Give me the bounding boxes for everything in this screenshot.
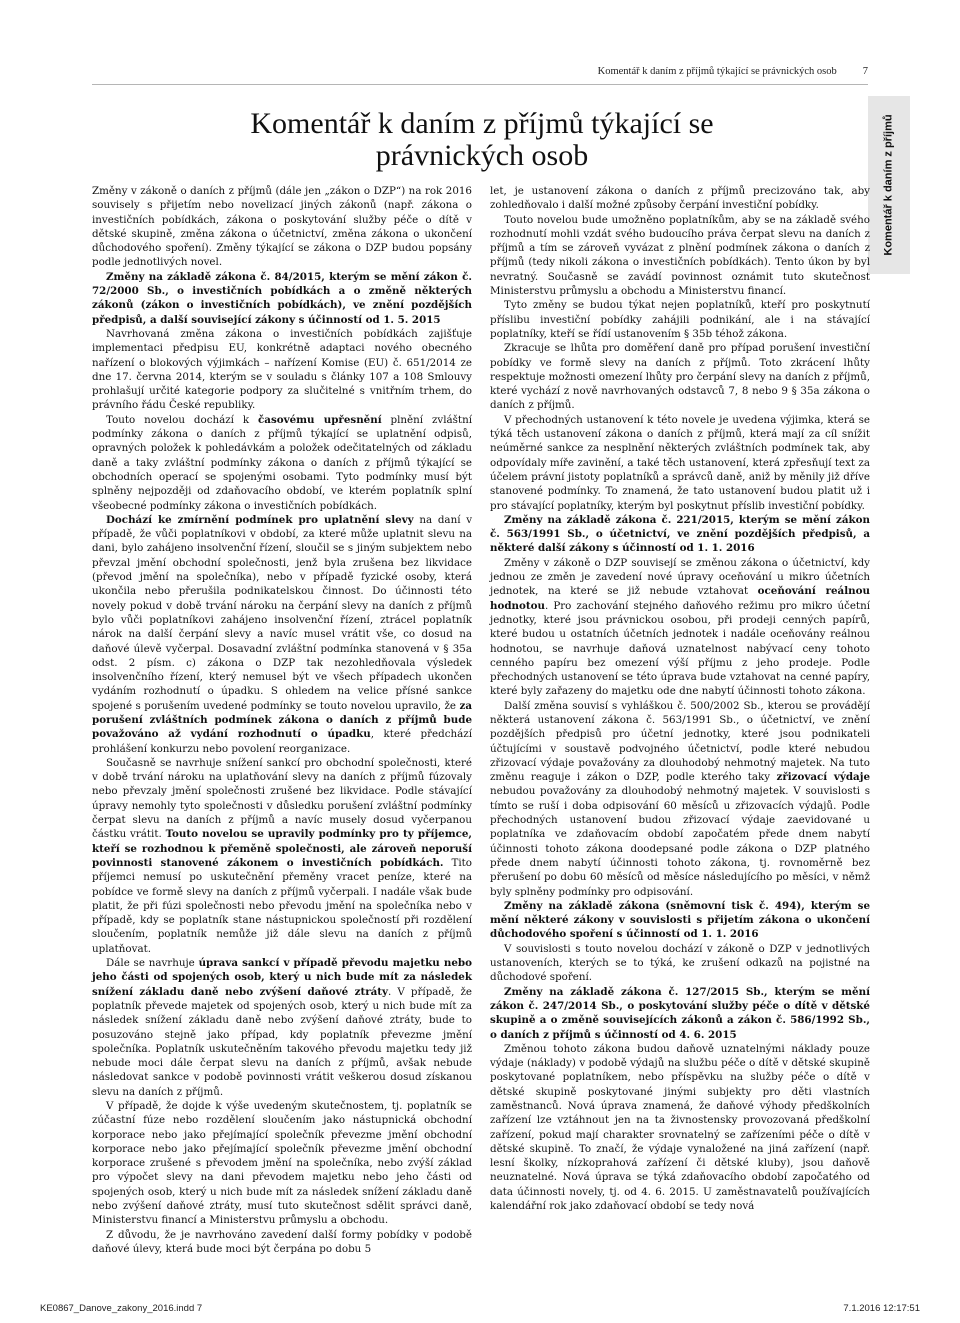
text-run: nebudou považovány za dlouhodobý nehmotný majetek. V souvislosti s tímto se ruší i doba odpisování 60 měsíců u zřizovacích výdajů. Podle přechodných ustanovení budou zřizovací výdaje zaevidované u poplatníka ve zdaňovacím období započatém přede dnem nabytí účinnosti tohoto zákona doodepsané podle zákona o DZP platného přede dnem nabytí účinnosti tohoto zákona, tj. rovnoměrně bez přerušení po dobu 60 měsíců od měsíce následujícího po měsíci, v němž byly splněny podmínky pro odpisování.	[490, 785, 870, 898]
text-run: Touto novelou dochází k	[106, 413, 258, 426]
text-run: Tito příjemci nemusí po uskutečnění přeměny vracet peníze, které na pobídce ve formě slevy na daních z příjmů vyčerpali. I nadále však bude platit, že při fúzi společnosti nebo převodu jmění na společníka nebo v případě, kdy se poplatník stane nástupnickou společností při rozdělení sloučením, poplatník nemůže již dále slevu na daních z příjmů uplatňovat.	[92, 856, 472, 955]
running-title: Komentář k daním z příjmů týkající se právnických osob	[597, 66, 837, 77]
footer-file-name: KE0867_Danove_zakony_2016.indd 7	[40, 1303, 203, 1314]
paragraph: V souvislosti s touto novelou dochází v zákoně o DZP v jednotlivých ustanoveních, kterých se to týká, ke zrušení odkazů na pojistné na důchodové spoření.	[490, 942, 870, 984]
text-run: Další změna souvisí s vyhláškou č. 500/2002 Sb., kterou se provádějí některá ustanovení zákona č. 563/1991 Sb., o účetnictví, ve znění pozdějších předpisů pro účetní jednotky, které jsou podnikateli účtujícími v soustavě podvojného účetnictví, podle které nebudou zřizovací výdaje považovány za dlouhodobý nehmotný majetek. Na tuto změnu reaguje i zákon o DZP, podle kterého taky	[490, 699, 870, 784]
text-run: Současně se navrhuje snížení sankcí pro obchodní společnosti, které v době trvání nároku na uplatňování slevy na daních z příjmů fúzovaly nebo převzaly jmění společnosti zrušené bez likvidace. Podle stávající úpravy nemohly tyto společnosti v důsledku porušení zvláštní podmínky čerpat slevu na daních z příjmů a navíc musely dosud vyčerpanou částku vrátit.	[92, 756, 472, 841]
side-tab-label: Komentář k daním z příjmů	[882, 114, 895, 256]
section-heading: Změny na základě zákona č. 221/2015, kterým se mění zákon č. 563/1991 Sb., o účetnictví, ve znění pozdějších předpisů, a některé další zákony s účinností od 1. 1. 2016	[490, 513, 870, 555]
paragraph: Změnou tohoto zákona budou daňově uznatelnými náklady pouze výdaje (náklady) v podobě výdajů na službu péče o dítě v dětské skupině poskytované poplatníkem, nebo příspěvku na služby péče o dítě v dětské skupině poskytované jinými subjekty pro děti vlastních zaměstnanců. Nová úprava znamená, že daňové výhody předškolních zařízení lze vztáhnout jen na ta živnostensky provozovaná předškolní zařízení, pokud mají charakter srovnatelný se zařízeními péče o dítě v dětské skupině. To značí, že výdaje vynaložené na jiná zařízení (např. lesní školky, nízkoprahová zařízení či dětské kluby), jsou daňově neuznatelné. Nová úprava se týká zdaňovacího období započatého od data účinnosti novely, tj. od 4. 6. 2015. U zaměstnavatelů používajících kalendářní rok jako zdaňovací období se tedy nová	[490, 1042, 870, 1213]
left-column	[92, 184, 472, 1256]
text-run: Změny v zákoně o DZP souvisejí se změnou zákona o účetnictví, kdy jednou ze změn je zavedení nové úpravy oceňování u mikro účetních jednotek, na které se již nebude vztahovat	[490, 556, 870, 598]
paragraph	[490, 556, 870, 699]
emphasis: Dochází ke zmírnění podmínek pro uplatnění slevy	[106, 513, 414, 526]
paragraph	[92, 956, 472, 1099]
paragraph: let, je ustanovení zákona o daních z příjmů precizováno tak, aby zohledňovalo i další možné způsoby čerpání investiční pobídky.	[490, 185, 870, 212]
emphasis: časovému upřesnění	[258, 413, 382, 426]
text-run: , které předchází prohlášení konkurzu nebo povolení reorganizace.	[92, 728, 473, 755]
paragraph	[92, 413, 472, 513]
footer-timestamp: 7.1.2016 12:17:51	[843, 1303, 920, 1314]
emphasis: Touto novelou se upravily podmínky pro ty příjemce, kteří se rozhodnou k přeměně společnosti, ale zároveň neporuší povinnosti stanovené zákonem o investičních pobídkách.	[92, 828, 473, 869]
paragraph: Navrhovaná změna zákona o investičních pobídkách zajišťuje implementaci předpisu EU, konkrétně adaptaci nového obecného nařízení o blokových výjimkách – nařízení Komise (EU) č. 651/2014 ze dne 17. června 2014, kterým se v souladu s články 107 a 108 Smlouvy prohlašují určité kategorie podpory za slučitelné s vnitřním trhem, do právního řádu České republiky.	[92, 327, 472, 412]
header-rule	[92, 84, 868, 85]
page-title-line2: právnických osob	[375, 139, 589, 172]
text-run: . V případě, že poplatník převede majetek od spojených osob, který u nich bude mít za následek snížení základu daně nebo zvýšení daňové ztráty, bude to posuzováno stejně jako případ, kdy poplatník převezme jmění společníka. Poplatník uskutečněním takového převodu majetku tedy již nebude moci dále čerpat slevu na daních z příjmů, avšak nebude následovat sankce v podobě povinnosti vrátit veškerou dosud získanou slevu na daních z příjmů.	[92, 985, 472, 1098]
text-run: plnění zvláštní podmínky zákona o daních z příjmů týkající se uplatnění odpisů, opravných položek k pohledávkám a položek odečitatelných od základu daně a taky zvláštní podmínky zákona o daních z příjmů týkající se obchodních operací se spojenými osobami. Tyto podmínky musí být splněny nejpozději od zdaňovacího období, ve kterém poplatník splní všeobecné podmínky zákona o investičních pobídkách.	[92, 413, 472, 512]
side-tab	[868, 96, 910, 274]
emphasis: úprava sankcí v případě převodu majetku nebo jeho části od spojených osob, který u nich bude mít za následek snížení základu daně nebo zvýšení daňové ztráty	[92, 957, 472, 998]
text-run: . Pro zachování stejného daňového režimu pro mikro účetní jednotky, které jsou právnickou osobou, při prodeji cenných papírů, které budou u ostatních účetních jednotek i nadále oceňovány reálnou hodnotou, se navrhuje daňová uznatelnost nabývací ceny tohoto cenného papíru bez omezení výší příjmu z jeho prodeje. Podle přechodných ustanovení se této úprava bude vztahovat na cenné papíry, které byly zařazeny do majetku ode dne nabytí účinnosti tohoto zákona.	[490, 599, 870, 698]
paragraph	[92, 513, 472, 756]
section-heading: Změny na základě zákona (sněmovní tisk č. 494), kterým se mění některé zákony v souvislosti s přijetím zákona o ukončení důchodového spoření s účinností od 1. 1. 2016	[490, 899, 870, 941]
page-number: 7	[862, 66, 868, 77]
right-column	[490, 184, 870, 1213]
section-heading: Změny na základě zákona č. 84/2015, kterým se mění zákon č. 72/2000 Sb., o investičních pobídkách a o změně některých zákonů (zákon o investičních pobídkách), ve znění pozdějších předpisů, a další související zákony s účinností od 1. 5. 2015	[92, 270, 472, 326]
paragraph: Tyto změny se budou týkat nejen poplatníků, kteří pro poskytnutí příslibu investiční pobídky zahájili podnikání, ale i na stávající poplatníky, kteří se řídí ustanovením § 35b téhož zákona.	[490, 299, 870, 340]
paragraph	[490, 699, 870, 899]
emphasis: oceňování reálnou hodnotou	[490, 585, 870, 612]
page-title	[92, 108, 872, 172]
text-run: na daní v případě, že vůči poplatníkovi v období, za které může uplatnit slevu na dani, bylo zahájeno insolvenční řízení, sloučil se s jiným subjektem nebo převzal jmění obchodní společnosti, jenž byla zrušena bez likvidace (převod jmění na společníka), nebo v případě fyzické osoby, která ukončila nebo přerušila podnikatelskou činnost. Do účinnosti této novely pokud v době trvání nároku na čerpání slevy na daních z příjmů bylo vůči poplatníkovi zahájeno insolvenční řízení, ztrácel poplatník nárok na další čerpání slevy a navíc musel vrátit vše, co dosud na daňové úlevě vyčerpal. Dosavadní zvláštní podmínka stanovená v § 35a odst. 2 písm. c) zákona o DZP tak nezohledňovala výsledek insolvenčního řízení, který nemusel být ve všech případech ukončen vydáním rozhodnutí o úpadku. S ohledem na velice přísné sankce spojené s porušením uvedené podmínky se touto novelou upravilo, že	[92, 513, 473, 712]
paragraph	[92, 756, 472, 956]
page-title-line1: Komentář k daním z příjmů týkající se	[250, 107, 714, 140]
running-head	[598, 66, 868, 77]
paragraph: Z důvodu, že je navrhováno zavedení další formy pobídky v podobě daňové úlevy, která bude moci být čerpána po dobu 5	[92, 1228, 472, 1255]
intro-paragraph: Změny v zákoně o daních z příjmů (dále jen „zákon o DZP“) na rok 2016 souvisely s přijetím nebo novelizací jiných zákonů (např. zákona o investičních pobídkách, zákona o poskytování služby péče o dítě v dětské skupině, změna zákona o účetnictví, změna zákona o ukončení důchodového spoření). Změny týkající se zákona o DZP budou popsány podle jednotlivých novel.	[92, 185, 472, 269]
emphasis: zřizovací výdaje	[776, 771, 871, 784]
paragraph: Touto novelou bude umožněno poplatníkům, aby se na základě svého rozhodnutí mohli vzdát svého budoucího práva čerpat slevu na daních z příjmů a tím se zároveň vyvázat z plnění podmínek zákona o daních z příjmů (tedy nikoli zákona o investičních pobídkách). Tento úkon by byl nevratný. Současně se zavádí povinnost oznámit tuto skutečnost Ministerstvu průmyslu a obchodu a Ministerstvu financí.	[490, 213, 870, 298]
paragraph: V případě, že dojde k výše uvedeným skutečnostem, tj. poplatník se zúčastní fúze nebo rozdělení sloučením jako nástupnická obchodní korporace nebo jako přejímající společník převezme jmění obchodní korporace nebo jako přejímající společník převezme jmění obchodní korporace zrušené s převodem jmění na společníka, nebo zvýší základ pro výpočet slevy na dani převodem majetku nebo jeho části od spojených osob, který u nich bude mít za následek snížení základu daně nebo zvýšení daňové ztráty, musí tuto skutečnost sdělit správci daně, Ministerstvu financí a Ministerstvu průmyslu a obchodu.	[92, 1100, 472, 1227]
paragraph: V přechodných ustanovení k této novele je uvedena výjimka, která se týká těch ustanovení zákona o daních z příjmů, která mají za cíl snížit neúměrné sankce za nesplnění některých zvláštních podmínek tak, aby odpovídaly míře zavinění, a také těch ustanovení, která zpřesňují text za účelem právní jistoty poplatníků a správců daně, aniž by měnily již dříve stanovené podmínky. To znamená, že tato ustanovení budou platit už i pro stávající poplatníky, kterým byl poskytnut příslib investiční pobídky.	[490, 413, 870, 512]
section-heading: Změny na základě zákona č. 127/2015 Sb., kterým se mění zákon č. 247/2014 Sb., o poskytování služby péče o dítě v dětské skupině a o změně souvisejících zákonů a zákon č. 586/1992 Sb., o daních z příjmů s účinností od 4. 6. 2015	[490, 985, 870, 1041]
paragraph: Zkracuje se lhůta pro doměření daně pro případ porušení investiční pobídky ve formě slevy na daních z příjmů. Toto zkrácení lhůty respektuje možnosti omezení lhůty pro čerpání slevy na daních z příjmů, které vychází z nově navrhovaných odstavců 7, 8 nebo 9 § 35a zákona o daních z příjmů.	[490, 342, 870, 412]
text-run: Dále se navrhuje	[106, 957, 199, 970]
emphasis: za porušení zvláštních podmínek zákona o daních z příjmů bude považováno až vydání rozhodnutí o úpadku	[92, 699, 472, 741]
